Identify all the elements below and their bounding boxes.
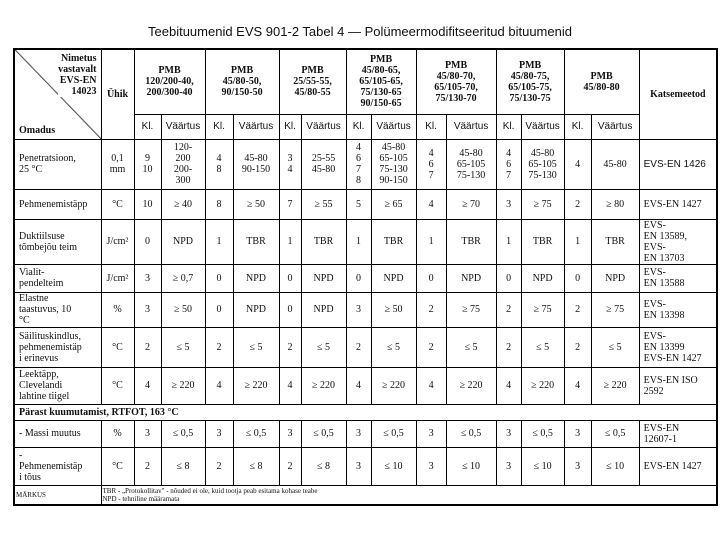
- property-cell: - Massi muutus: [14, 420, 101, 447]
- value-cell: ≤ 0,5: [301, 420, 346, 447]
- value-cell: ≤ 0,5: [591, 420, 639, 447]
- unit-cell: °C: [101, 189, 134, 219]
- note-row: [14, 485, 717, 505]
- value-cell: ≤ 5: [233, 327, 279, 367]
- class-cell: 3: [134, 292, 161, 327]
- class-cell: 0: [205, 264, 233, 292]
- class-cell: 10: [134, 189, 161, 219]
- value-cell: ≤ 5: [521, 327, 564, 367]
- table-row: [14, 264, 717, 292]
- value-cell: ≥ 220: [233, 367, 279, 404]
- class-cell: 4: [416, 367, 446, 404]
- value-cell: ≤ 10: [446, 447, 496, 485]
- value-cell: NPD: [301, 292, 346, 327]
- class-cell: 1: [564, 219, 591, 264]
- class-cell: 5: [346, 189, 371, 219]
- class-cell: 3: [279, 420, 301, 447]
- value-cell: ≤ 5: [446, 327, 496, 367]
- value-cell: NPD: [446, 264, 496, 292]
- class-cell: 3: [346, 447, 371, 485]
- bitumen-spec-table: [13, 48, 718, 506]
- value-cell: ≤ 10: [591, 447, 639, 485]
- class-subheader: Kl.: [279, 114, 301, 139]
- section-row: [14, 404, 717, 420]
- class-cell: 3: [134, 420, 161, 447]
- method-cell: EVS- EN 13588: [639, 264, 717, 292]
- class-cell: 2: [205, 447, 233, 485]
- class-cell: 4: [564, 367, 591, 404]
- value-cell: ≥ 0,7: [161, 264, 205, 292]
- value-cell: ≥ 220: [446, 367, 496, 404]
- value-cell: 45-80: [591, 139, 639, 189]
- class-cell: 8: [205, 189, 233, 219]
- table-row: [14, 292, 717, 327]
- table-row: [14, 139, 717, 189]
- unit-cell: J/cm²: [101, 219, 134, 264]
- class-cell: 4 6 7 8: [346, 139, 371, 189]
- value-subheader: Väärtus: [371, 114, 416, 139]
- value-cell: ≥ 220: [591, 367, 639, 404]
- method-cell: EVS-EN ISO 2592: [639, 367, 717, 404]
- property-cell: - Pehmenemistäp i tõus: [14, 447, 101, 485]
- class-cell: 1: [496, 219, 521, 264]
- unit-cell: °C: [101, 367, 134, 404]
- class-cell: 4: [134, 367, 161, 404]
- value-cell: NPD: [233, 264, 279, 292]
- class-cell: 3: [416, 447, 446, 485]
- value-subheader: Väärtus: [446, 114, 496, 139]
- value-cell: ≥ 220: [161, 367, 205, 404]
- group-header: PMB 45/80-65, 65/105-65, 75/130-65 90/150-65: [346, 49, 416, 114]
- value-cell: ≤ 0,5: [446, 420, 496, 447]
- class-cell: 2: [279, 327, 301, 367]
- property-cell: Pehmenemistäpp: [14, 189, 101, 219]
- class-cell: 1: [416, 219, 446, 264]
- class-subheader: Kl.: [564, 114, 591, 139]
- page-title: Teebituumenid EVS 901-2 Tabel 4 — Polümeermodifitseeritud bituumenid: [148, 24, 572, 39]
- class-cell: 0: [134, 219, 161, 264]
- group-header: PMB 45/80-70, 65/105-70, 75/130-70: [416, 49, 496, 114]
- class-cell: 2: [564, 327, 591, 367]
- class-cell: 3: [416, 420, 446, 447]
- class-cell: 3: [346, 292, 371, 327]
- value-cell: ≥ 50: [371, 292, 416, 327]
- class-subheader: Kl.: [134, 114, 161, 139]
- note-text: TBR - „Protokollitav" - nõuded ei ole, kuid tootja peab esitama kohase teabe NPD - tehniline määramata: [101, 485, 717, 505]
- diagonal-header-cell: [14, 49, 101, 139]
- class-subheader: Kl.: [496, 114, 521, 139]
- class-cell: 2: [416, 327, 446, 367]
- value-cell: ≥ 70: [446, 189, 496, 219]
- unit-cell: °C: [101, 447, 134, 485]
- value-cell: TBR: [521, 219, 564, 264]
- class-cell: 0: [279, 264, 301, 292]
- class-cell: 3: [564, 420, 591, 447]
- class-cell: 4: [496, 367, 521, 404]
- property-cell: Leektäpp, Clevelandi lahtine tiigel: [14, 367, 101, 404]
- value-cell: ≤ 8: [301, 447, 346, 485]
- method-cell: EVS- EN 13398: [639, 292, 717, 327]
- property-label: Omadus: [19, 124, 56, 136]
- value-cell: ≥ 75: [591, 292, 639, 327]
- class-cell: 2: [134, 447, 161, 485]
- group-header: PMB 45/80-50, 90/150-50: [205, 49, 279, 114]
- class-cell: 4 6 7: [496, 139, 521, 189]
- group-header: PMB 45/80-75, 65/105-75, 75/130-75: [496, 49, 564, 114]
- value-subheader: Väärtus: [521, 114, 564, 139]
- value-cell: TBR: [591, 219, 639, 264]
- value-cell: ≤ 0,5: [371, 420, 416, 447]
- class-subheader: Kl.: [205, 114, 233, 139]
- method-cell: EVS- EN 13589, EVS- EN 13703: [639, 219, 717, 264]
- class-cell: 0: [205, 292, 233, 327]
- value-cell: ≥ 50: [233, 189, 279, 219]
- value-cell: ≥ 75: [521, 292, 564, 327]
- unit-cell: 0,1 mm: [101, 139, 134, 189]
- value-cell: ≥ 220: [301, 367, 346, 404]
- value-cell: NPD: [591, 264, 639, 292]
- value-cell: ≤ 5: [301, 327, 346, 367]
- class-cell: 4: [416, 189, 446, 219]
- unit-cell: %: [101, 420, 134, 447]
- class-cell: 3: [496, 420, 521, 447]
- class-cell: 2: [564, 189, 591, 219]
- value-cell: ≥ 40: [161, 189, 205, 219]
- value-cell: ≤ 5: [371, 327, 416, 367]
- class-cell: 2: [416, 292, 446, 327]
- class-cell: 3: [346, 420, 371, 447]
- value-subheader: Väärtus: [233, 114, 279, 139]
- class-cell: 0: [346, 264, 371, 292]
- class-cell: 3: [134, 264, 161, 292]
- table-row: [14, 420, 717, 447]
- value-cell: ≥ 220: [371, 367, 416, 404]
- class-cell: 2: [496, 327, 521, 367]
- value-cell: ≤ 8: [161, 447, 205, 485]
- value-cell: ≤ 10: [521, 447, 564, 485]
- class-cell: 2: [205, 327, 233, 367]
- value-cell: ≤ 0,5: [233, 420, 279, 447]
- class-cell: 1: [279, 219, 301, 264]
- table-row: [14, 189, 717, 219]
- method-header: Katsemeetod: [639, 49, 717, 139]
- value-cell: ≤ 5: [161, 327, 205, 367]
- property-cell: Duktiilsuse tõmbejõu teim: [14, 219, 101, 264]
- value-cell: NPD: [233, 292, 279, 327]
- section-heading: Pärast kuumutamist, RTFOT, 163 °C: [14, 404, 717, 420]
- value-cell: 45-80 65-105 75-130: [521, 139, 564, 189]
- class-cell: 7: [279, 189, 301, 219]
- value-cell: ≥ 75: [521, 189, 564, 219]
- value-cell: 45-80 90-150: [233, 139, 279, 189]
- table-row: [14, 327, 717, 367]
- class-cell: 1: [346, 219, 371, 264]
- unit-header: Ühik: [101, 49, 134, 139]
- value-cell: NPD: [371, 264, 416, 292]
- group-header: PMB 25/55-55, 45/80-55: [279, 49, 346, 114]
- class-cell: 0: [416, 264, 446, 292]
- unit-cell: J/cm²: [101, 264, 134, 292]
- method-cell: EVS-EN 1426: [639, 139, 717, 189]
- value-cell: TBR: [446, 219, 496, 264]
- value-cell: ≥ 65: [371, 189, 416, 219]
- value-cell: TBR: [371, 219, 416, 264]
- group-header: PMB 120/200-40, 200/300-40: [134, 49, 205, 114]
- class-cell: 3: [496, 447, 521, 485]
- property-cell: Säilituskindlus, pehmenemistäp i erinevus: [14, 327, 101, 367]
- class-subheader: Kl.: [416, 114, 446, 139]
- class-cell: 2: [279, 447, 301, 485]
- class-cell: 3: [205, 420, 233, 447]
- class-cell: 3 4: [279, 139, 301, 189]
- class-cell: 4: [564, 139, 591, 189]
- method-cell: EVS-EN 12607-1: [639, 420, 717, 447]
- value-cell: 45-80 65-105 75-130: [446, 139, 496, 189]
- class-cell: 3: [564, 447, 591, 485]
- class-cell: 1: [205, 219, 233, 264]
- value-subheader: Väärtus: [161, 114, 205, 139]
- class-subheader: Kl.: [346, 114, 371, 139]
- method-cell: EVS- EN 13399 EVS-EN 1427: [639, 327, 717, 367]
- value-subheader: Väärtus: [591, 114, 639, 139]
- value-cell: ≤ 8: [233, 447, 279, 485]
- property-cell: Penetratsioon, 25 °C: [14, 139, 101, 189]
- class-cell: 4 8: [205, 139, 233, 189]
- value-cell: NPD: [161, 219, 205, 264]
- value-cell: NPD: [301, 264, 346, 292]
- class-cell: 4: [205, 367, 233, 404]
- unit-cell: °C: [101, 327, 134, 367]
- method-cell: EVS-EN 1427: [639, 447, 717, 485]
- value-cell: ≤ 0,5: [161, 420, 205, 447]
- value-cell: 120- 200 200- 300: [161, 139, 205, 189]
- method-cell: EVS-EN 1427: [639, 189, 717, 219]
- class-cell: 2: [564, 292, 591, 327]
- table-row: [14, 447, 717, 485]
- value-subheader: Väärtus: [301, 114, 346, 139]
- class-cell: 0: [279, 292, 301, 327]
- value-cell: ≤ 0,5: [521, 420, 564, 447]
- value-cell: 25-55 45-80: [301, 139, 346, 189]
- table-row: [14, 367, 717, 404]
- value-cell: ≥ 75: [446, 292, 496, 327]
- table-row: [14, 219, 717, 264]
- value-cell: NPD: [521, 264, 564, 292]
- value-cell: ≤ 5: [591, 327, 639, 367]
- value-cell: TBR: [233, 219, 279, 264]
- unit-cell: %: [101, 292, 134, 327]
- class-cell: 9 10: [134, 139, 161, 189]
- value-cell: ≥ 80: [591, 189, 639, 219]
- class-cell: 3: [496, 189, 521, 219]
- group-header: PMB 45/80-80: [564, 49, 639, 114]
- class-cell: 2: [134, 327, 161, 367]
- value-cell: ≥ 50: [161, 292, 205, 327]
- value-cell: ≤ 10: [371, 447, 416, 485]
- designation-label: Nimetus vastavalt EVS-EN 14023: [58, 53, 97, 97]
- property-cell: Elastne taastuvus, 10 °C: [14, 292, 101, 327]
- class-cell: 0: [496, 264, 521, 292]
- note-label: MÄRKUS: [14, 485, 101, 505]
- class-cell: 2: [496, 292, 521, 327]
- header-row: [14, 49, 717, 114]
- value-cell: ≥ 55: [301, 189, 346, 219]
- class-cell: 4: [279, 367, 301, 404]
- value-cell: TBR: [301, 219, 346, 264]
- class-cell: 2: [346, 327, 371, 367]
- value-cell: ≥ 220: [521, 367, 564, 404]
- value-cell: 45-80 65-105 75-130 90-150: [371, 139, 416, 189]
- class-cell: 4 6 7: [416, 139, 446, 189]
- property-cell: Vialit- pendelteim: [14, 264, 101, 292]
- class-cell: 0: [564, 264, 591, 292]
- class-cell: 4: [346, 367, 371, 404]
